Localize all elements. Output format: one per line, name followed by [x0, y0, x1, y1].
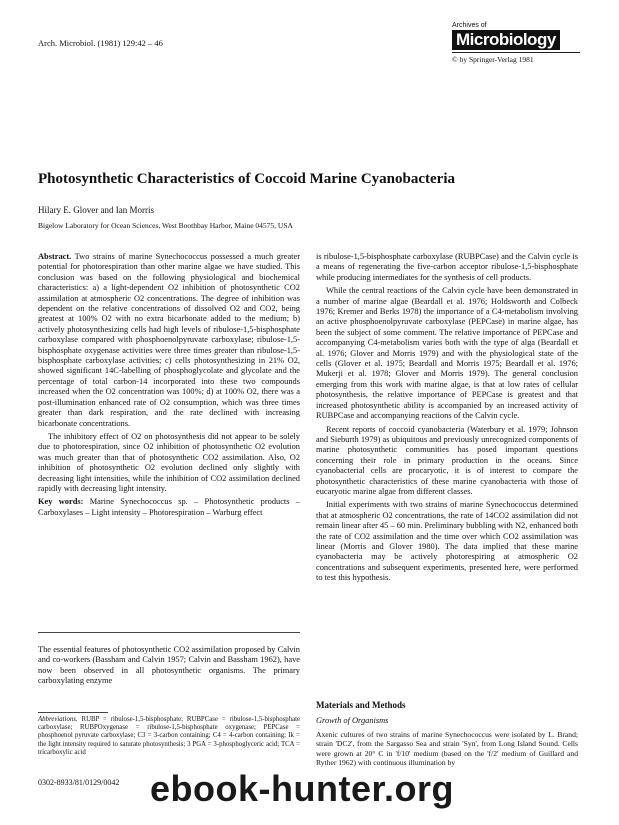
abstract-label: Abstract. [38, 252, 72, 261]
article-affiliation: Bigelow Laboratory for Ocean Sciences, West Boothbay Harbor, Maine 04575, USA [38, 221, 293, 230]
journal-logo: Microbiology [452, 30, 560, 50]
keywords-label: Key words: [38, 497, 84, 507]
abstract-divider [38, 632, 300, 633]
abbreviations-text: RUBP = ribulose-1,5-bisphosphate; RUBPCase = ribulose-1,5-bisphosphate carboxylase; RUBPOxygenase = ribulose-1,5-bisphosphate oxygenase; PEPCase = phosphoenol pyruvate carboxylase; C3 = 3-carbon containing; C4 = 4-carbon containing; Ik = the light intensity required to saturate photosynthesis; 3 PGA = 3-phosphoglyceric acid; TCA = tricarboxylic acid [38, 716, 300, 756]
methods-text: Axenic cultures of two strains of marine Synechococcus were isolated by L. Brand; strain 'DC2', from the Sargasso Sea and strain 'Syn', from Long Island Sound. Cells were grown at 20° C in 'f/10' medium (based on the 'f/2' medium of Guillard and Ryther 1962) with continuous illumination by [316, 730, 578, 768]
methods-subheading: Growth of Organisms [316, 716, 389, 725]
issn-code: 0302-8933/81/0129/0042 [38, 778, 120, 787]
right-paragraph-2: While the central reactions of the Calvin cycle have been demonstrated in a number of marine algae (Beardall et al. 1976; Holdsworth and Colbeck 1976; Kremer and Berks 1978) the importance of a C4-metabolism involving an active phosphoenolpyruvate carboxylase (PEPCase) in marine algae, has been the subject of some comment. The relative importance of PEPCase and accompanying C4-metabolism varies both with the type of alga (Beardall et al. 1976; Glover and Morris 1979) and with the physiological state of the cells (Glover et al. 1975; Beardall and Morris 1975; Beardall et al. 1976; Mukerji et al. 1978; Glover and Morris 1979). The general conclusion emerging from this work with marine algae, is that at low rates of cellular photosynthesis, the relative importance of PEPCase is greatest and that increased photosynthetic ability is accompanied by an increased activity of RUBPCase and accompanying reactions of the Calvin cycle. [316, 286, 578, 421]
journal-logo-box [452, 22, 582, 64]
abstract-paragraph-1 [38, 252, 300, 429]
article-authors: Hilary E. Glover and Ian Morris [38, 205, 154, 215]
watermark-link[interactable]: ebook-hunter.org [150, 768, 454, 809]
citation: Arch. Microbiol. (1981) 129:42 – 46 [38, 38, 163, 48]
footnote-rule [38, 712, 108, 713]
publisher-copyright: © by Springer-Verlag 1981 [452, 55, 534, 64]
abbreviations-label: Abbreviations. [38, 716, 78, 723]
right-column [316, 252, 578, 587]
keywords [38, 497, 300, 518]
right-paragraph-4: Initial experiments with two strains of marine Synechococcus determined that at atmospheric O2 concentrations, the rate of 14CO2 assimilation did not remain linear after 45 – 60 min. Preliminary bubbling with N2, enhanced both the rate of CO2 assimilation and the time over which CO2 assimilation was linear (Morris and Glover 1980). The data implied that these marine cyanobacteria may be actively photorespiring at atmospheric O2 concentrations and subsequent experiments, presented here, were performed to test this hypothesis. [316, 500, 578, 583]
introduction-paragraph: The essential features of photosynthetic CO2 assimilation proposed by Calvin and co-workers (Bassham and Calvin 1957; Calvin and Bassham 1962), have now been observed in all photosynthetic organisms. The primary carboxylating enzyme [38, 645, 300, 686]
left-column [38, 252, 300, 521]
right-paragraph-3: Recent reports of coccoid cyanobacteria (Waterbury et al. 1979; Johnson and Sieburth 1979) as ubiquitous and previously unrecognized components of marine photosynthetic communities has posed important questions concerning their role in primary production in the oceans. Since cyanobacterial cells are procaryotic, it is of interest to compare the photosynthetic characteristics of these marine cyanobacteria with those of eucaryotic marine algae from different classes. [316, 424, 578, 496]
methods-heading: Materials and Methods [316, 700, 406, 710]
right-paragraph-1: is ribulose-1,5-bisphosphate carboxylase (RUBPCase) and the Calvin cycle is a means of regenerating the five-carbon acceptor ribulose-1,5-bisphosphate while producing intermediates for the synthesis of cell products. [316, 252, 578, 282]
journal-prefix: Archives of [452, 22, 487, 29]
article-title: Photosynthetic Characteristics of Coccoid Marine Cyanobacteria [38, 171, 455, 187]
abstract-paragraph-2: The inhibitory effect of O2 on photosynthesis did not appear to be solely due to photorespiration, since O2 inhibition of photosynthetic O2 evolution was much greater than that of photosynthetic CO2 assimilation. Also, O2 inhibition of photosynthetic O2 evolution declined only slightly with decreasing light intensities, while the inhibition of CO2 assimilation declined rapidly with decreasing light intensity. [38, 431, 300, 493]
keywords-text: Marine Synechococcus sp. – Photosynthetic products – Carboxylases – Light intensity – Photorespiration – Warburg effect [38, 497, 301, 517]
abbreviations-footnote [38, 716, 300, 757]
abstract-text-1: Two strains of marine Synechococcus possessed a much greater potential for photorespiration than other marine algae we have studied. This conclusion was based on the following physiological and biochemical characteristics: a) a light-dependent O2 inhibition of photosynthetic CO2 assimilation at atmospheric O2 concentrations. The degree of inhibition was dependent on the relative concentrations of dissolved O2 and CO2, being greatest at 100% O2 with no extra bicarbonate added to the medium; b) actively photosynthesizing cells had high levels of ribulose-1,5-bisphosphate carboxylase compared with phosphoenolpyruvate carboxylase; ribulose-1,5-bisphosphate oxygenase activities were three times greater than ribulose-1,5-bisphosphate carboxylase activities; c) cells photosynthesizing in 21% O2, showed significant 14C-labelling of phosphoglycolate and glycolate and the percentage of total carbon-14 incorporated into these two compounds increased when the O2 concentration was 100%; d) at 100% O2, there was a post-illumination enhanced rate of O2 consumption, which was three times greater than dark respiration, and the rate declined with increasing bicarbonate concentrations. [38, 252, 300, 428]
logo-rule [452, 52, 580, 53]
